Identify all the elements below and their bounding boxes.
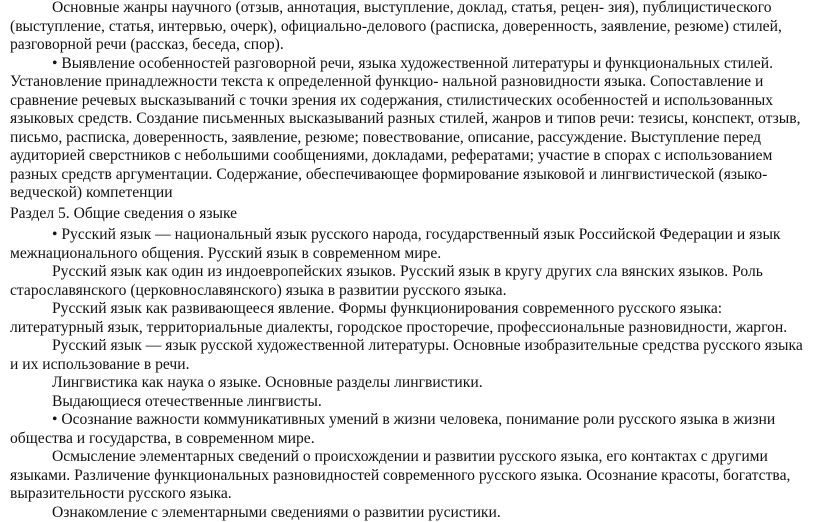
document-page [10,0,810,522]
paragraph-indo-european: Русский язык как один из индоевропейских языков. Русский язык в кругу других сла вянских языков. Роль старославянского (церковнославянского) языка в развитии русского языка. [10,263,810,300]
paragraph-speech-features: • Выявление особенностей разговорной речи, языка художественной литературы и функциональных стилей. Установление принадлежности текста к определенной функцио- нальной разновидности языка. Сопоставление и сравнение речевых высказываний с точки зрения их содержания, стилистических особенностей и использованных языковых средств. Создание письменных высказываний разных стилей, жанров и типов речи: тезисы, конспект, отзыв, письмо, расписка, доверенность, заявление, резюме; повествование, описание, рассуждение. Выступление перед аудиторией сверстников с небольшими сообщениями, докладами, рефератами; участие в спорах с использованием разных средств аргументации. Содержание, обеспечивающее формирование языковой и лингвистической (языко- ведческой) компетенции [10,55,810,203]
paragraph-origin-development: Осмысление элементарных сведений о происхождении и развитии русского языка, его контактах с другими языками. Различение функциональных разновидностей современного русского языка. Осознание красоты, богатства, выразительности русского языка. [10,448,810,504]
paragraph-genres: Основные жанры научного (отзыв, аннотация, выступление, доклад, статья, рецен- зия), публицистического (выступление, статья, интервью, очерк), официально-делового (расписка, доверенность, заявление, резюме) стилей, разговорной речи (рассказ, беседа, спор). [10,0,810,55]
paragraph-linguistics-science: Лингвистика как наука о языке. Основные разделы лингвистики. [10,374,810,393]
paragraph-linguists: Выдающиеся отечественные лингвисты. [10,393,810,412]
paragraph-literature-language: Русский язык — язык русской художественной литературы. Основные изобразительные средства русского языка и их использование в речи. [10,337,810,374]
section-heading: Раздел 5. Общие сведения о языке [10,205,810,224]
paragraph-rusistics: Ознакомление с элементарными сведениями о развитии русистики. [10,504,810,522]
paragraph-developing-phenomenon: Русский язык как развивающееся явление. Формы функционирования современного русского языка: литературный язык, территориальные диалекты, городское просторечие, профессиональные разновидности, жаргон. [10,300,810,337]
paragraph-national-language: • Русский язык — национальный язык русского народа, государственный язык Российской Федерации и язык межнационального общения. Русский язык в современном мире. [10,226,810,263]
paragraph-communicative-skills: • Осознание важности коммуникативных умений в жизни человека, понимание роли русского языка в жизни общества и государства, в современном мире. [10,411,810,448]
